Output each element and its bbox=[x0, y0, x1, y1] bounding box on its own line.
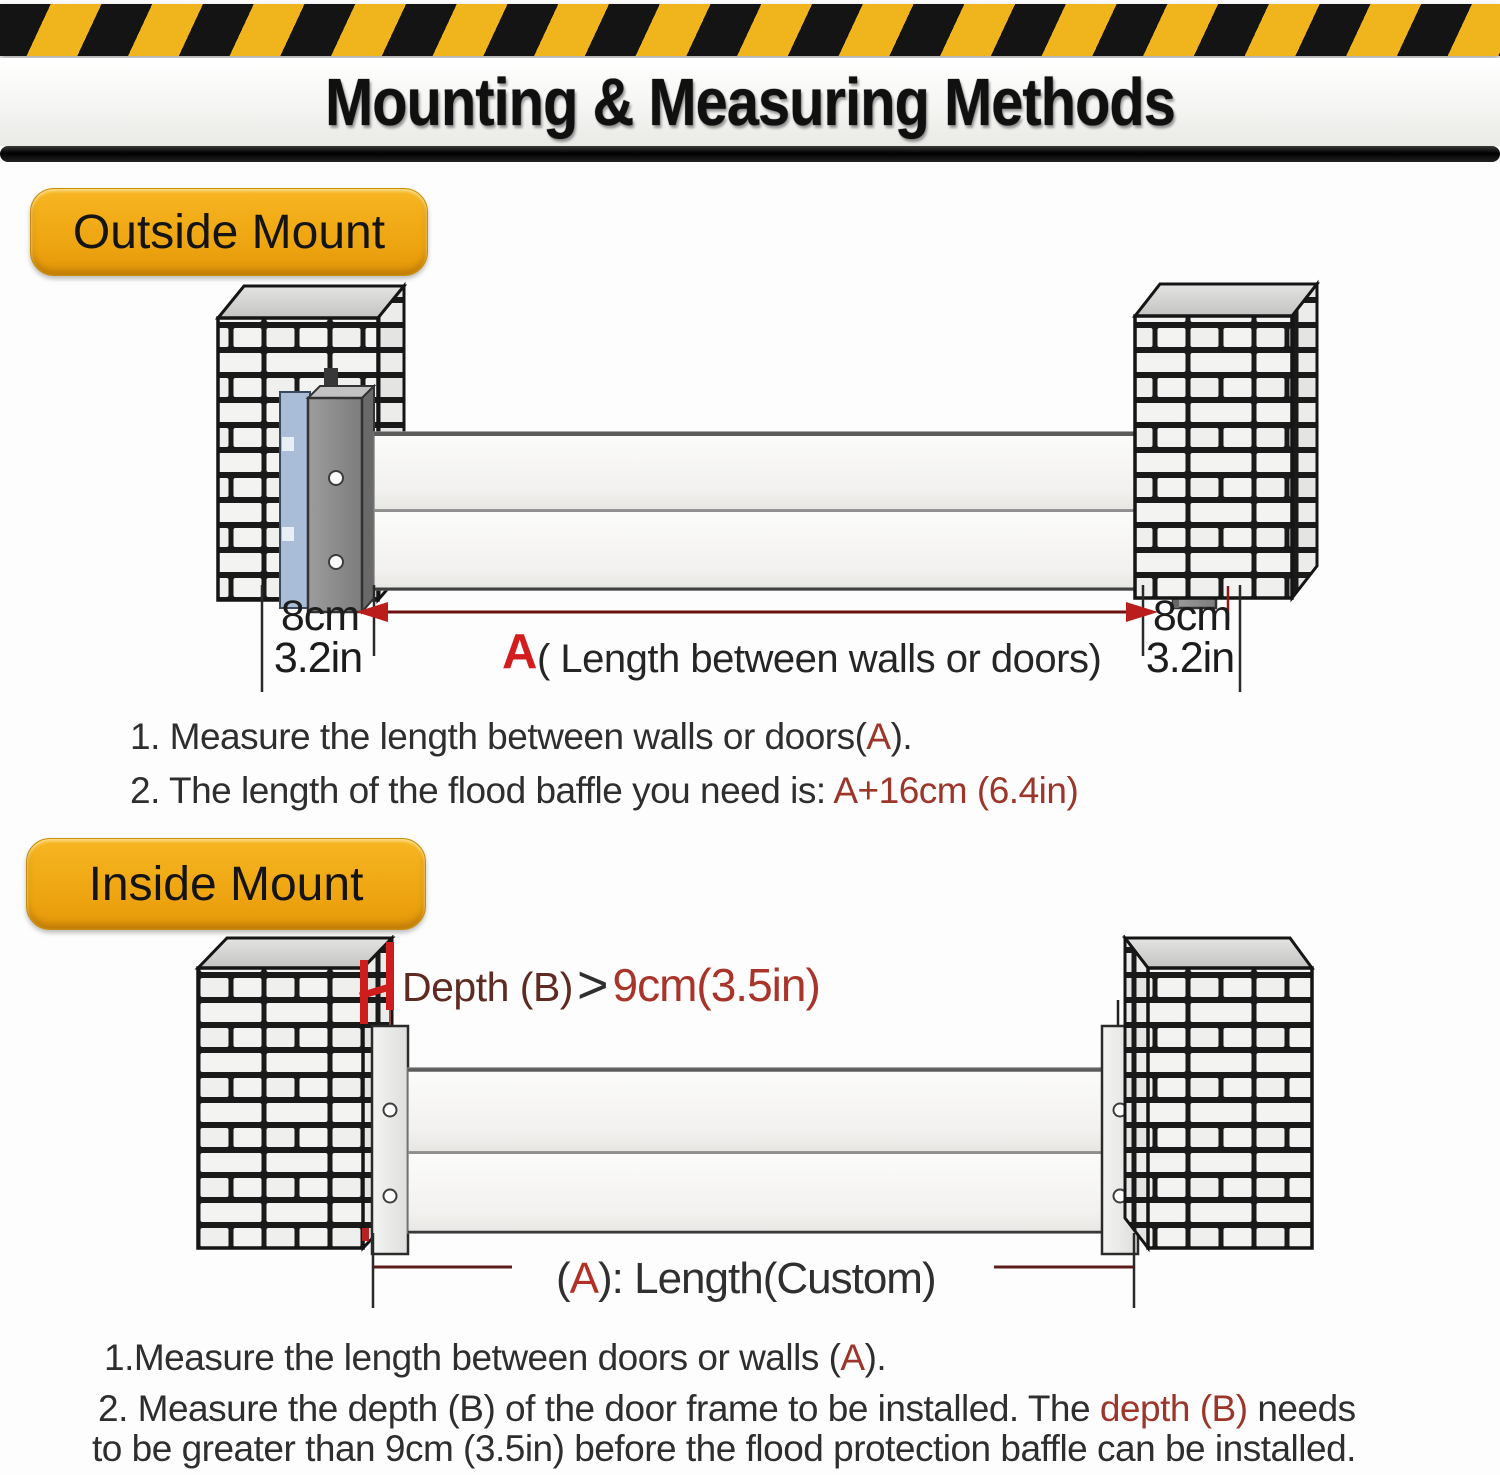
header-divider-bar bbox=[0, 146, 1500, 162]
inside-flood-baffle-panel bbox=[408, 1068, 1102, 1233]
outside-left-gasket bbox=[280, 392, 310, 608]
title-band bbox=[0, 58, 1500, 146]
inside-right-pillar bbox=[1125, 938, 1312, 1248]
outside-step-2-em: A+16cm (6.4in) bbox=[833, 770, 1079, 811]
inside-dim-caption bbox=[556, 1254, 936, 1304]
outside-dim-caption: ( Length between walls or doors) bbox=[537, 637, 1102, 681]
red-tick-icon bbox=[362, 1228, 369, 1241]
depth-annotation bbox=[402, 955, 820, 1015]
outside-right-pillar bbox=[1135, 284, 1317, 598]
inside-dim-rest: ): Length(Custom) bbox=[598, 1254, 936, 1303]
inside-dim-open: ( bbox=[556, 1254, 570, 1303]
inside-step-1-text: 1.Measure the length between doors or walls ( bbox=[104, 1337, 841, 1378]
outside-dim-letter: A bbox=[502, 625, 538, 679]
outside-right-offset-in: 3.2in bbox=[1145, 634, 1235, 682]
inside-step-2-em: depth (B) bbox=[1099, 1388, 1248, 1429]
outside-left-bracket bbox=[308, 368, 374, 612]
outside-step-2 bbox=[130, 770, 1078, 812]
outside-step-1-text: 1. Measure the length between walls or doors( bbox=[130, 716, 867, 757]
inside-mount-badge-label: Inside Mount bbox=[88, 857, 364, 911]
inside-step-2-line-1 bbox=[98, 1388, 1356, 1430]
inside-dim-letter: A bbox=[569, 1254, 599, 1303]
outside-flood-baffle-panel bbox=[374, 432, 1173, 590]
depth-label: Depth (B) bbox=[402, 964, 573, 1010]
inside-step-2-line-2 bbox=[92, 1428, 1356, 1470]
outside-left-offset-cm: 8cm bbox=[280, 592, 360, 640]
inside-step-2-line-2-text: to be greater than 9cm (3.5in) before the flood protection baffle can be installed. bbox=[92, 1428, 1356, 1469]
outside-left-offset-in: 3.2in bbox=[273, 634, 363, 682]
inside-step-2-text: 2. Measure the depth (B) of the door frame to be installed. The bbox=[98, 1388, 1100, 1429]
greater-than-sign: > bbox=[576, 955, 609, 1015]
outside-step-1 bbox=[130, 716, 912, 758]
outside-right-offset-cm: 8cm bbox=[1152, 592, 1232, 640]
caution-stripe-banner bbox=[0, 4, 1500, 56]
inside-mount-badge bbox=[26, 838, 426, 930]
inside-step-1-post: ). bbox=[864, 1337, 887, 1378]
outside-mount-badge bbox=[30, 188, 428, 276]
outside-step-2-text: 2. The length of the flood baffle you need is: bbox=[130, 770, 834, 811]
inside-step-1-em: A bbox=[840, 1337, 865, 1378]
outside-step-1-post: ). bbox=[890, 716, 913, 757]
outside-step-1-em: A bbox=[866, 716, 891, 757]
outside-mount-badge-label: Outside Mount bbox=[72, 205, 386, 259]
inside-step-1 bbox=[104, 1337, 886, 1379]
inside-step-2-post: needs bbox=[1247, 1388, 1356, 1429]
page-title: Mounting & Measuring Methods bbox=[325, 64, 1175, 140]
depth-value: 9cm(3.5in) bbox=[612, 959, 820, 1011]
